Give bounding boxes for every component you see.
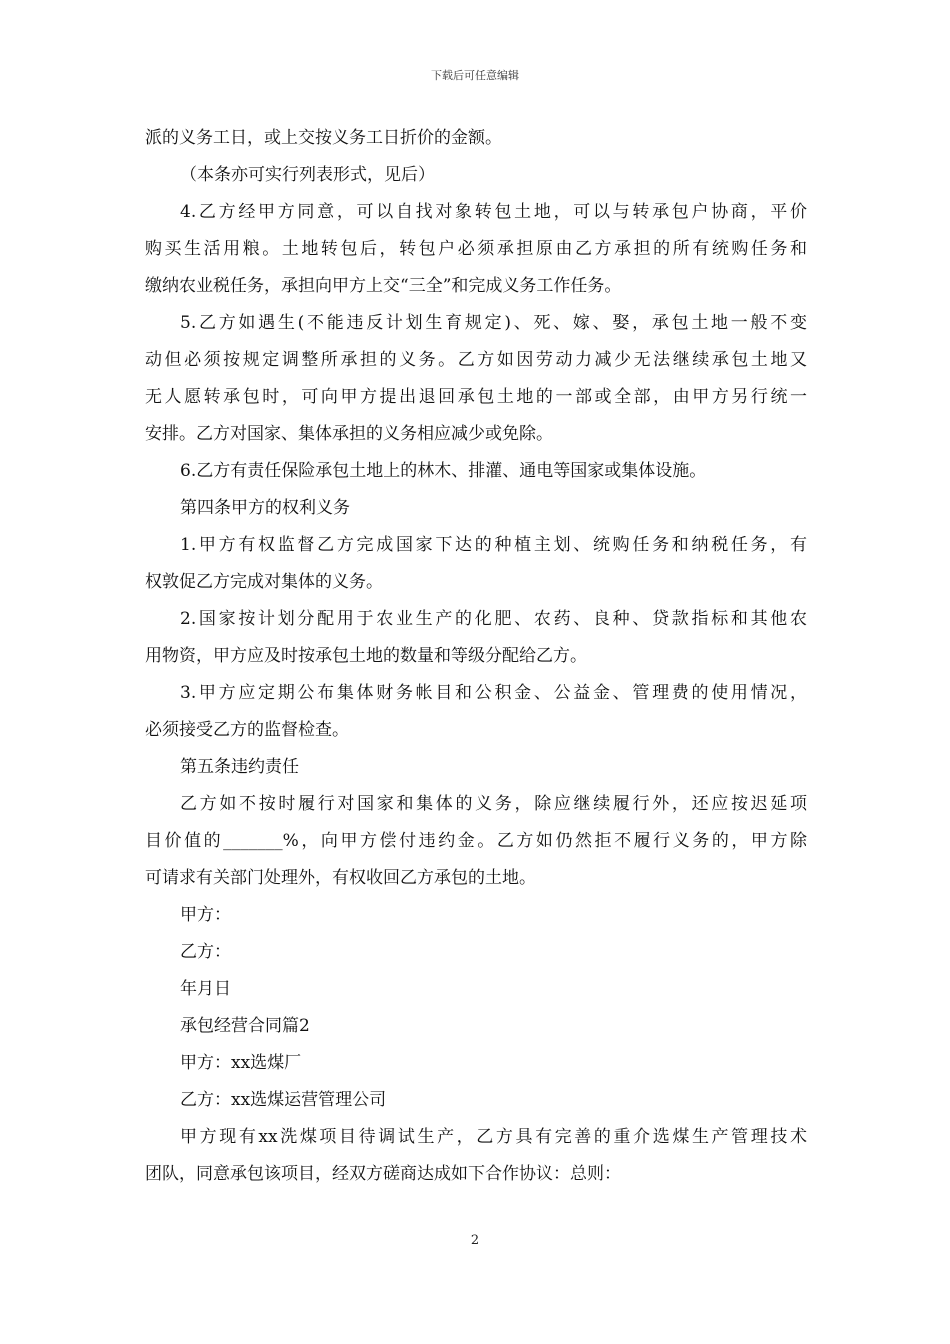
signature-party-a: 甲方： bbox=[180, 905, 231, 925]
paragraph-line: 购买生活用粮。土地转包后，转包户必须承担原由乙方承担的所有统购任务和 bbox=[145, 239, 807, 259]
page-number: 2 bbox=[470, 1233, 480, 1248]
signature-date: 年月日 bbox=[180, 979, 231, 999]
paragraph-line: 4.乙方经甲方同意，可以自找对象转包土地，可以与转承包户协商，平价 bbox=[180, 202, 807, 222]
paragraph-line: 必须接受乙方的监督检查。 bbox=[145, 720, 349, 740]
party-b-line: 乙方：xx选煤运营管理公司 bbox=[180, 1090, 387, 1110]
paragraph-line: 6.乙方有责任保险承包土地上的林木、排灌、通电等国家或集体设施。 bbox=[180, 461, 707, 481]
paragraph-line: 1.甲方有权监督乙方完成国家下达的种植主划、统购任务和纳税任务，有 bbox=[180, 535, 807, 555]
paragraph-line: 用物资，甲方应及时按承包土地的数量和等级分配给乙方。 bbox=[145, 646, 587, 666]
paragraph-line: 3.甲方应定期公布集体财务帐目和公积金、公益金、管理费的使用情况， bbox=[180, 683, 807, 703]
party-a-line: 甲方：xx选煤厂 bbox=[180, 1053, 302, 1073]
paragraph-line: （本条亦可实行列表形式，见后） bbox=[180, 165, 435, 185]
paragraph-line: 权敦促乙方完成对集体的义务。 bbox=[145, 572, 383, 592]
paragraph-line: 甲方现有xx洗煤项目待调试生产，乙方具有完善的重介选煤生产管理技术 bbox=[180, 1127, 807, 1147]
paragraph-line: 无人愿转承包时，可向甲方提出退回承包土地的一部或全部，由甲方另行统一 bbox=[145, 387, 807, 407]
paragraph-line: 乙方如不按时履行对国家和集体的义务，除应继续履行外，还应按迟延项 bbox=[180, 794, 807, 814]
signature-party-b: 乙方： bbox=[180, 942, 231, 962]
paragraph-line: 2.国家按计划分配用于农业生产的化肥、农药、良种、贷款指标和其他农 bbox=[180, 609, 807, 629]
paragraph-line: 动但必须按规定调整所承担的义务。乙方如因劳动力减少无法继续承包土地又 bbox=[145, 350, 807, 370]
paragraph-line: 5.乙方如遇生(不能违反计划生育规定)、死、嫁、娶，承包土地一般不变 bbox=[180, 313, 807, 333]
paragraph-line: 目价值的_______%，向甲方偿付违约金。乙方如仍然拒不履行义务的，甲方除 bbox=[145, 831, 807, 851]
document-body bbox=[145, 120, 807, 1193]
paragraph-line: 可请求有关部门处理外，有权收回乙方承包的土地。 bbox=[145, 868, 536, 888]
paragraph-line: 派的义务工日，或上交按义务工日折价的金额。 bbox=[145, 128, 502, 148]
paragraph-line: 团队，同意承包该项目，经双方磋商达成如下合作协议：总则： bbox=[145, 1164, 621, 1184]
paragraph-line: 安排。乙方对国家、集体承担的义务相应减少或免除。 bbox=[145, 424, 553, 444]
section-heading: 第四条甲方的权利义务 bbox=[180, 498, 350, 518]
section-heading: 第五条违约责任 bbox=[180, 757, 299, 777]
paragraph-line: 缴纳农业税任务，承担向甲方上交“三全”和完成义务工作任务。 bbox=[145, 276, 622, 296]
page-header: 下载后可任意编辑 bbox=[431, 69, 519, 82]
section-heading: 承包经营合同篇2 bbox=[180, 1016, 310, 1036]
